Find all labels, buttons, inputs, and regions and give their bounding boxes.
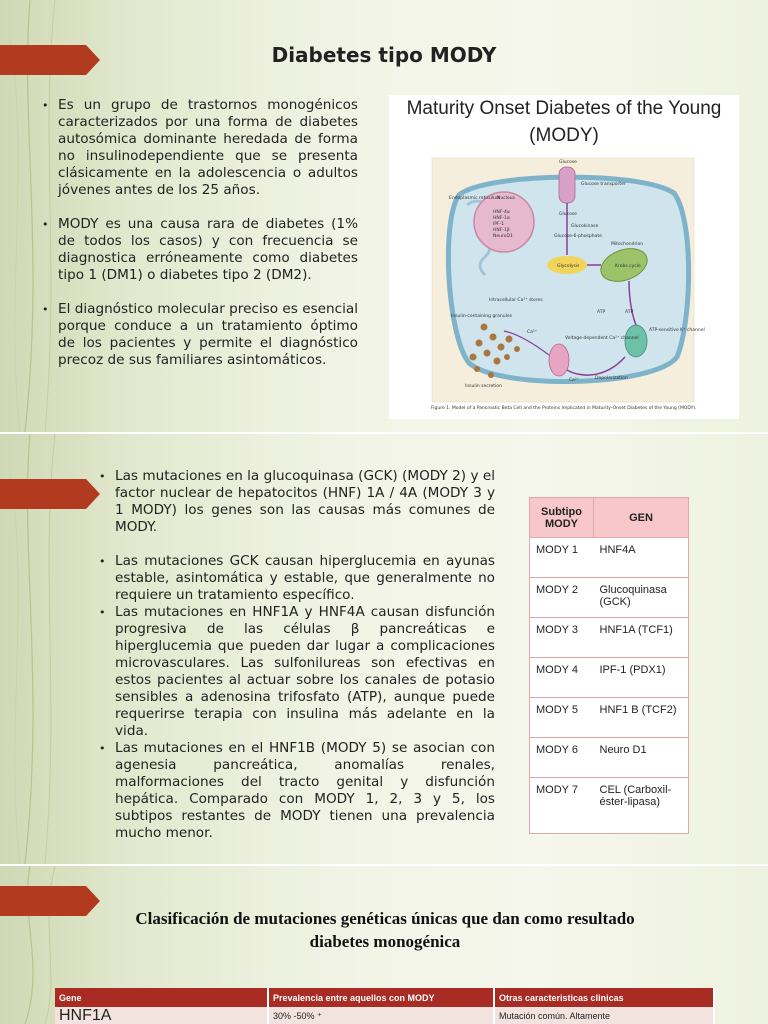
slide-2 xyxy=(0,434,768,864)
label-atp: ATP xyxy=(597,310,606,315)
table-cell: MODY 6 xyxy=(530,738,594,778)
label-granules: Insulin-containing granules xyxy=(451,314,512,319)
figure-title-line: Maturity Onset Diabetes of the Young xyxy=(406,98,722,119)
table-cell: HNF4A xyxy=(594,538,689,578)
prevalence-table xyxy=(55,988,715,1024)
table-header-row xyxy=(55,988,714,1007)
bullet-item: • Las mutaciones en la glucoquinasa (GCK) (MODY 2) y el factor nuclear de hepatocitos (HNF) 1A / 4A (MODY 3 y 1 MODY) los genes son las causas más comunes de MODY. xyxy=(97,468,495,536)
table-row xyxy=(530,578,689,618)
label-glucose: Glucose xyxy=(559,160,577,165)
glucose-transporter xyxy=(559,167,575,203)
table-cell: MODY 3 xyxy=(530,618,594,658)
table-row xyxy=(530,658,689,698)
accent-tab xyxy=(0,886,100,916)
label-tf: HNF-1α xyxy=(493,216,510,221)
label-nucleus: Nucleus xyxy=(497,196,515,201)
table-cell: HNF1 B (TCF2) xyxy=(594,698,689,738)
label-ca-2: Ca²⁺ xyxy=(569,378,580,383)
label-tf: NeuroD1 xyxy=(493,234,513,239)
column-header: Prevalencia entre aquellos con MODY xyxy=(268,988,494,1007)
table-cell: Glucoquinasa (GCK) xyxy=(594,578,689,618)
label-ca: Ca²⁺ xyxy=(527,330,538,335)
table-row xyxy=(530,778,689,834)
bullet-list xyxy=(40,97,358,386)
label-transporter: Glucose transporter xyxy=(581,182,626,187)
table-cell: MODY 7 xyxy=(530,778,594,834)
k-channel xyxy=(625,325,647,357)
bullet-item: • El diagnóstico molecular preciso es esencial porque conduce a un tratamiento óptimo de los pacientes y permite el diagnóstico precoz de sus familiares asintomáticos. xyxy=(40,301,358,369)
bullet-item: • Es un grupo de trastornos monogénicos caracterizados por una forma de diabetes autosómica dominante heredada de forma no insulinodependiente que se presenta clásicamente en la adolescencia o adultos jóvenes antes de los 25 años. xyxy=(40,97,358,199)
column-header: Otras caracteristicas clinicas xyxy=(494,988,714,1007)
beta-cell-figure xyxy=(389,95,739,419)
slide-3 xyxy=(0,866,768,1024)
column-header: GEN xyxy=(594,498,689,538)
column-header: Gene xyxy=(55,988,268,1007)
table-row xyxy=(530,738,689,778)
label-mito: Mitochondrion xyxy=(611,242,644,247)
label-krebs: Krebs cycle xyxy=(615,264,641,269)
label-ca-stores: Intracellular Ca²⁺ stores xyxy=(489,298,543,303)
label-atp-2: ATP xyxy=(625,310,634,315)
table-cell: MODY 5 xyxy=(530,698,594,738)
label-g6p: Glucose-6-phosphate xyxy=(554,234,602,239)
label-secretion: Insulin secretion xyxy=(465,384,502,389)
label-ca-channel: Voltage-dependent Ca²⁺ channel xyxy=(565,336,639,341)
table-cell: Mutación común. Altamente xyxy=(494,1007,714,1024)
table-header-row xyxy=(530,498,689,538)
slide-title: Diabetes tipo MODY xyxy=(271,43,497,67)
accent-tab xyxy=(0,479,100,509)
label-glycolysis: Glycolysis xyxy=(557,264,580,269)
label-tf: IPF-1 xyxy=(493,222,505,227)
label-depol: Depolarization xyxy=(595,376,628,381)
slide-title: Clasificación de mutaciones genéticas únicas que dan como resultado diabetes monogénica xyxy=(135,909,635,951)
table-row xyxy=(530,538,689,578)
table-cell: CEL (Carboxil-éster-lipasa) xyxy=(594,778,689,834)
table-cell: HNF1A xyxy=(55,1007,268,1024)
slide-1 xyxy=(0,0,768,432)
label-k-channel: ATP-sensitive K⁺ channel xyxy=(649,328,705,333)
table-cell: HNF1A (TCF1) xyxy=(594,618,689,658)
bullet-item: • Las mutaciones en HNF1A y HNF4A causan disfunción progresiva de las células β pancreáticas e hiperglucemia que pueden dar lugar a complicaciones microvasculares. Las sulfonilureas son efectivas en estos pacientes al actuar sobre los canales de potasio sensibles a adenosina trifosfato (ATP), aunque puede requerirse terapia con insulina más adelante en la vida. xyxy=(97,604,495,740)
table-cell: IPF-1 (PDX1) xyxy=(594,658,689,698)
table-row xyxy=(530,698,689,738)
figure-title-line: (MODY) xyxy=(529,125,599,146)
bullet-item: • Las mutaciones en el HNF1B (MODY 5) se asocian con agenesia pancreática, anomalías renales, malformaciones del tracto genital y disfunción hepática. Comparado con MODY 1, 2, 3 y 5, los subtipos restantes de MODY tienen una prevalencia mucho menor. xyxy=(97,740,495,842)
bullet-list xyxy=(97,468,495,842)
figure-caption: Figure 1. Model of a Pancreatic Beta Cell and the Proteins Implicated in Maturity-Onset Diabetes of the Young (MODY). xyxy=(431,406,697,411)
bullet-item: • MODY es una causa rara de diabetes (1% de todos los casos) y con frecuencia se diagnostica erróneamente como diabetes tipo 1 (DM1) o diabetes tipo 2 (DM2). xyxy=(40,216,358,284)
column-header: Subtipo MODY xyxy=(530,498,594,538)
beta-cell-diagram xyxy=(389,95,739,419)
label-er: Endoplasmic reticulum xyxy=(449,196,501,201)
ca-channel xyxy=(549,344,569,376)
table-cell: MODY 4 xyxy=(530,658,594,698)
bullet-item: • Las mutaciones GCK causan hiperglucemia en ayunas estable, asintomática y estable, que generalmente no requiere un tratamiento específico. xyxy=(97,553,495,604)
label-tf: HNF-4α xyxy=(493,210,510,215)
table-cell: Neuro D1 xyxy=(594,738,689,778)
table-row xyxy=(55,1007,714,1024)
mody-gene-table xyxy=(529,497,689,834)
table-row xyxy=(530,618,689,658)
table-cell: MODY 1 xyxy=(530,538,594,578)
table-cell: MODY 2 xyxy=(530,578,594,618)
label-glucokinase: Glucokinase xyxy=(571,224,599,229)
label-tf: HNF-1β xyxy=(493,228,510,233)
label-glucose-2: Glucose xyxy=(559,212,577,217)
table-cell: 30% -50% ⁺ xyxy=(268,1007,494,1024)
